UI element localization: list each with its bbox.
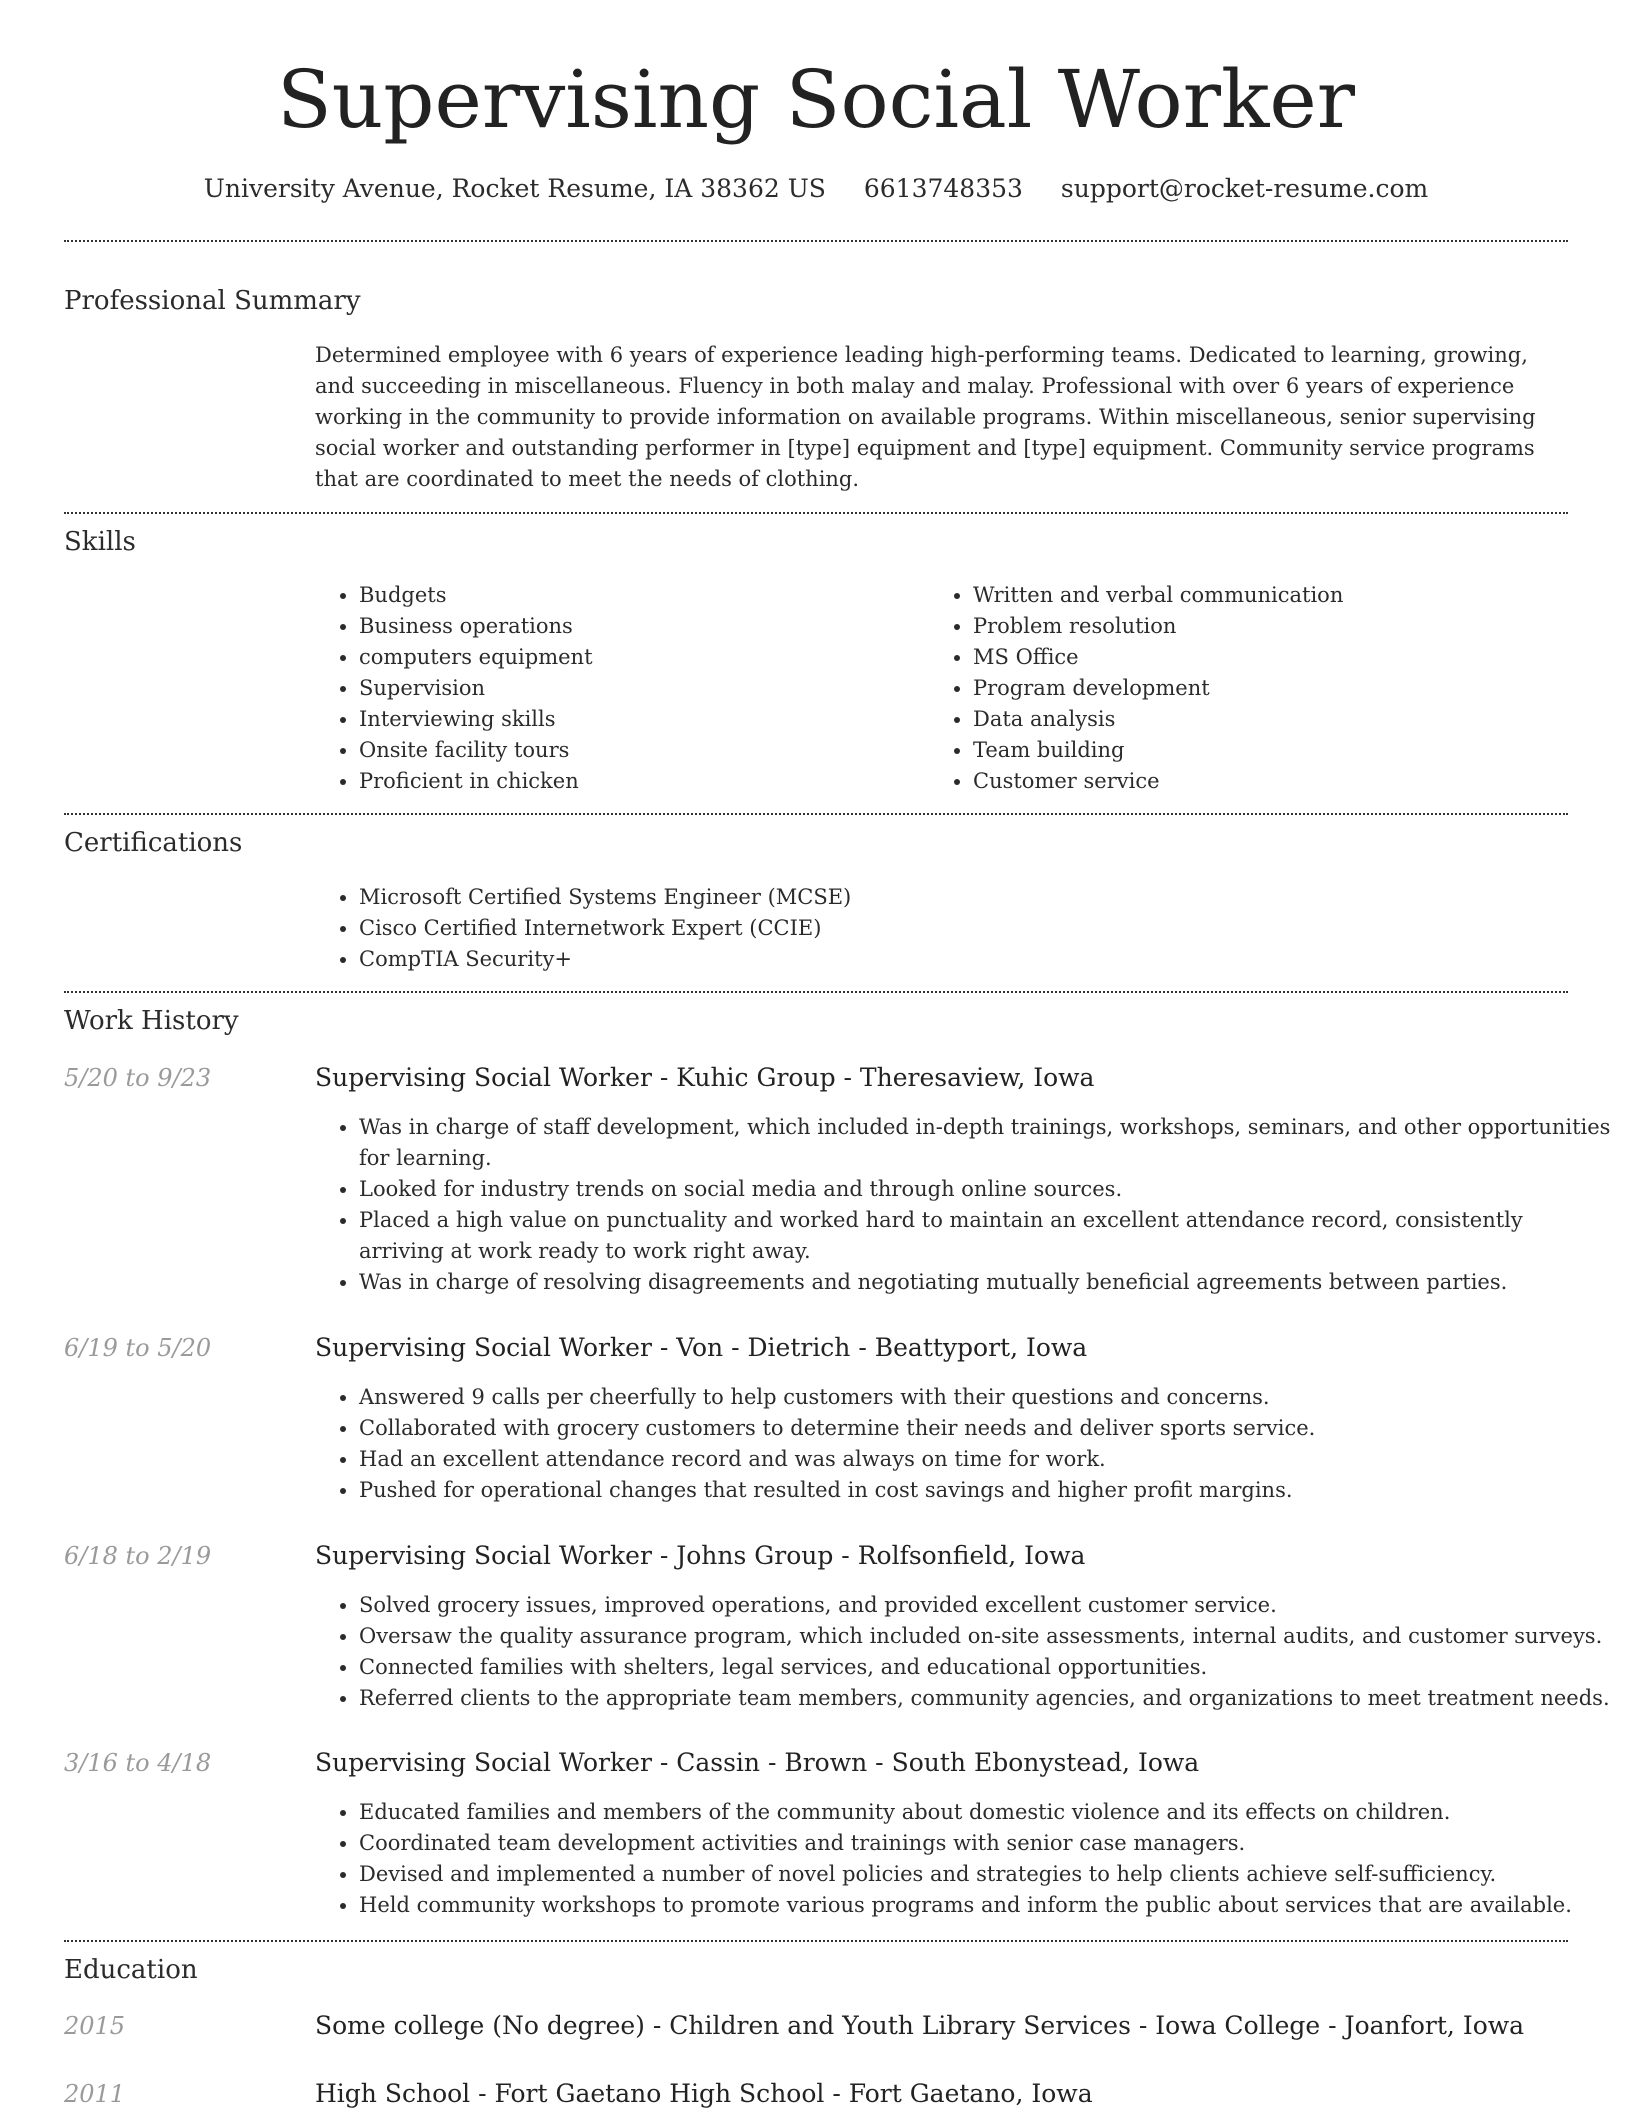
divider — [64, 1940, 1568, 1942]
job-bullets — [315, 1112, 1614, 1298]
job-bullet: • Was in charge of resolving disagreements and negotiating mutually beneficial agreements between parties. — [359, 1267, 1614, 1298]
job-bullet: • Had an excellent attendance record and was always on time for work. — [359, 1444, 1614, 1475]
job-bullet: • Devised and implemented a number of novel policies and strategies to help clients achieve self-sufficiency. — [359, 1859, 1614, 1890]
job-bullet: • Pushed for operational changes that resulted in cost savings and higher profit margins. — [359, 1475, 1614, 1506]
contact-line — [0, 170, 1632, 208]
job-bullet: • Solved grocery issues, improved operations, and provided excellent customer service. — [359, 1590, 1614, 1621]
divider — [64, 813, 1568, 815]
job-dates: 5/20 to 9/23 — [64, 1064, 212, 1092]
skill-item: • Problem resolution — [973, 611, 1573, 642]
job-bullet: • Educated families and members of the community about domestic violence and its effects on children. — [359, 1797, 1614, 1828]
job-bullets — [315, 1382, 1614, 1506]
job-bullet: • Looked for industry trends on social media and through online sources. — [359, 1174, 1614, 1205]
job-bullet: • Referred clients to the appropriate team members, community agencies, and organizations to meet treatment needs. — [359, 1683, 1614, 1714]
skill-item: • MS Office — [973, 642, 1573, 673]
job-title: Supervising Social Worker - Johns Group - Rolfsonfield, Iowa — [315, 1541, 1086, 1570]
job-bullet: • Connected families with shelters, legal services, and educational opportunities. — [359, 1652, 1614, 1683]
skill-item: • Team building — [973, 735, 1573, 766]
contact-phone: 6613748353 — [863, 174, 1023, 203]
education-year: 2015 — [64, 2012, 126, 2040]
certification-item: • Cisco Certified Internetwork Expert (CCIE) — [359, 913, 1559, 944]
section-title-education: Education — [64, 1955, 198, 1985]
contact-email: support@rocket-resume.com — [1060, 174, 1429, 203]
job-bullet: • Held community workshops to promote various programs and inform the public about services that are available. — [359, 1890, 1614, 1921]
education-entry: Some college (No degree) - Children and Youth Library Services - Iowa College - Joanfort, Iowa — [315, 2011, 1525, 2040]
section-title-work-history: Work History — [64, 1006, 239, 1036]
divider — [64, 240, 1568, 242]
certifications-list — [315, 882, 1559, 975]
certification-item: • CompTIA Security+ — [359, 944, 1559, 975]
skill-item: • Onsite facility tours — [359, 735, 919, 766]
skill-item: • Customer service — [973, 766, 1573, 797]
education-year: 2011 — [64, 2080, 126, 2108]
contact-address: University Avenue, Rocket Resume, IA 38362 US — [203, 174, 826, 203]
resume-name: Supervising Social Worker — [276, 53, 1356, 146]
certification-item: • Microsoft Certified Systems Engineer (MCSE) — [359, 882, 1559, 913]
divider — [64, 991, 1568, 993]
section-title-skills: Skills — [64, 527, 136, 557]
section-title-summary: Professional Summary — [64, 286, 361, 316]
skill-item: • Proficient in chicken — [359, 766, 919, 797]
job-dates: 6/18 to 2/19 — [64, 1542, 212, 1570]
job-title: Supervising Social Worker - Cassin - Brown - South Ebonystead, Iowa — [315, 1748, 1200, 1777]
divider — [64, 512, 1568, 514]
job-bullets — [315, 1797, 1614, 1921]
skills-list-left — [315, 580, 919, 797]
job-bullet: • Answered 9 calls per cheerfully to help customers with their questions and concerns. — [359, 1382, 1614, 1413]
job-bullet: • Coordinated team development activities and trainings with senior case managers. — [359, 1828, 1614, 1859]
section-title-certifications: Certifications — [64, 828, 243, 858]
skill-item: • Written and verbal communication — [973, 580, 1573, 611]
education-entry: High School - Fort Gaetano High School - Fort Gaetano, Iowa — [315, 2079, 1093, 2108]
skill-item: • Budgets — [359, 580, 919, 611]
job-bullet: • Oversaw the quality assurance program, which included on-site assessments, internal audits, and customer surveys. — [359, 1621, 1614, 1652]
job-title: Supervising Social Worker - Von - Dietrich - Beattyport, Iowa — [315, 1333, 1088, 1362]
skill-item: • computers equipment — [359, 642, 919, 673]
job-bullet: • Collaborated with grocery customers to determine their needs and deliver sports service. — [359, 1413, 1614, 1444]
skill-item: • Data analysis — [973, 704, 1573, 735]
skills-list-right — [929, 580, 1573, 797]
skill-item: • Supervision — [359, 673, 919, 704]
job-dates: 3/16 to 4/18 — [64, 1749, 212, 1777]
job-title: Supervising Social Worker - Kuhic Group - Theresaview, Iowa — [315, 1063, 1095, 1092]
skill-item: • Business operations — [359, 611, 919, 642]
job-bullets — [315, 1590, 1614, 1714]
job-bullet: • Was in charge of staff development, which included in-depth trainings, workshops, seminars, and other opportunities for learning. — [359, 1112, 1614, 1174]
summary-text: Determined employee with 6 years of experience leading high-performing teams. Dedicated to learning, growing, and succeeding in miscellaneous. Fluency in both malay and malay. Professional with over 6 years of experience working in the community to provide information on available programs. Within miscellaneous, senior supervising social worker and outstanding performer in [type] equipment and [type] equipment. Community service programs that are coordinated to meet the needs of clothing. — [315, 343, 1536, 491]
skill-item: • Program development — [973, 673, 1573, 704]
job-dates: 6/19 to 5/20 — [64, 1334, 212, 1362]
job-bullet: • Placed a high value on punctuality and worked hard to maintain an excellent attendance record, consistently arriving at work ready to work right away. — [359, 1205, 1614, 1267]
skill-item: • Interviewing skills — [359, 704, 919, 735]
